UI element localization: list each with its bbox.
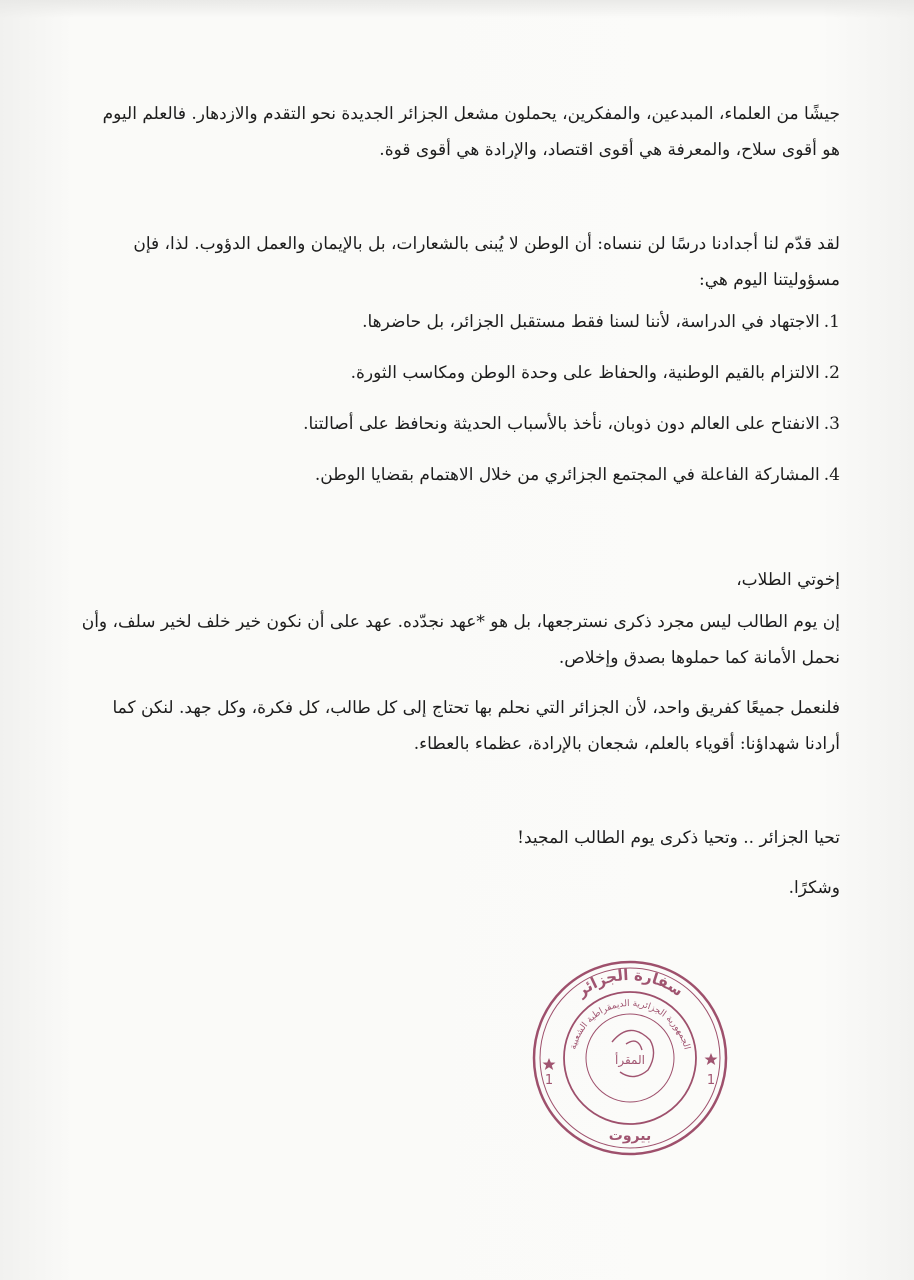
stamp-right-star-icon xyxy=(705,1053,718,1065)
list-item-text: الانفتاح على العالم دون ذوبان، نأخذ بالأسباب الحديثة ونحافظ على أصالتنا. xyxy=(303,414,820,434)
stamp-right-number: 1 xyxy=(706,1073,716,1088)
embassy-stamp xyxy=(530,958,730,1158)
responsibility-list xyxy=(80,302,840,506)
address-line: إخوتي الطلاب، xyxy=(736,570,840,590)
letter-body xyxy=(80,96,840,906)
closing-line: تحيا الجزائر .. وتحيا ذكرى يوم الطالب المجيد! xyxy=(517,828,840,848)
stamp-top-text: سفارة الجزائر xyxy=(573,965,687,1001)
paragraph-student-day: إن يوم الطالب ليس مجرد ذكرى نسترجعها، بل هو *عهد نجدّده. عهد على أن نكون خير خلف لخير سلف، وأن نحمل الأمانة كما حملوها بصدق وإخلاص. xyxy=(81,612,840,668)
list-item xyxy=(80,455,840,506)
list-item xyxy=(80,353,840,404)
list-item xyxy=(80,404,840,455)
paper-edge-shadow xyxy=(0,0,914,18)
paragraph-responsibility: لقد قدّم لنا أجدادنا درسًا لن ننساه: أن الوطن لا يُبنى بالشعارات، بل بالإيمان والعمل الدؤوب. لذا، فإن مسؤوليتنا اليوم هي: xyxy=(133,234,840,290)
stamp-center-text: المقرأ xyxy=(615,1053,645,1067)
list-item-number: 2. xyxy=(823,363,840,383)
stamp-bottom-text: بيروت xyxy=(608,1128,652,1144)
stamp-inner-text: الجمهورية الجزائرية الديمقراطية الشعبية xyxy=(568,998,692,1051)
list-item-number: 3. xyxy=(823,414,840,434)
list-item xyxy=(80,302,840,353)
paragraph-intro: جيشًا من العلماء، المبدعين، والمفكرين، يحملون مشعل الجزائر الجديدة نحو التقدم والازدهار. فالعلم اليوم هو أقوى سلاح، والمعرفة هي أقوى اقتصاد، والإرادة هي أقوى قوة. xyxy=(102,104,840,160)
list-item-text: الاجتهاد في الدراسة، لأننا لسنا فقط مستقبل الجزائر، بل حاضرها. xyxy=(362,312,820,332)
thanks-line: وشكرًا. xyxy=(788,878,840,898)
list-item-text: المشاركة الفاعلة في المجتمع الجزائري من خلال الاهتمام بقضايا الوطن. xyxy=(314,465,820,485)
stamp-left-number: 1 xyxy=(544,1073,554,1088)
list-item-text: الالتزام بالقيم الوطنية، والحفاظ على وحدة الوطن ومكاسب الثورة. xyxy=(350,363,820,383)
list-item-number: 1. xyxy=(823,312,840,332)
paragraph-unity: فلنعمل جميعًا كفريق واحد، لأن الجزائر التي نحلم بها تحتاج إلى كل طالب، كل فكرة، وكل جهد. لنكن كما أرادنا شهداؤنا: أقوياء بالعلم، شجعان بالإرادة، عظماء بالعطاء. xyxy=(112,698,840,754)
list-item-number: 4. xyxy=(823,465,840,485)
stamp-left-star-icon xyxy=(543,1058,556,1070)
